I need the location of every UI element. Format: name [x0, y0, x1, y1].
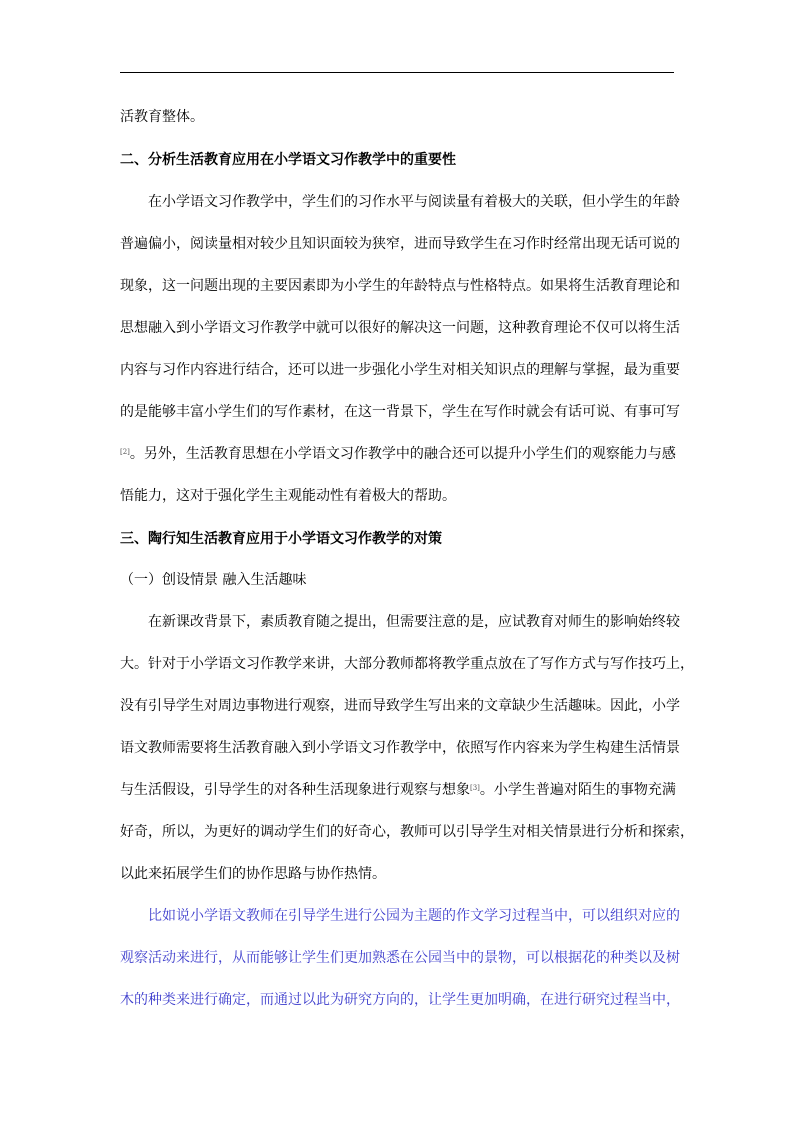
- paragraph-text: 与生活假设，引导学生的对各种生活现象进行观察与想象: [120, 782, 470, 798]
- paragraph-text: 。另外，生活教育思想在小学语文习作教学中的融合还可以提升小学生们的观察能力与感: [129, 446, 676, 462]
- paragraph-line: 普遍偏小，阅读量相对较少且知识面较为狭窄，进而导致学生在习作时经常出现无话可说的: [120, 236, 680, 252]
- paragraph-line: 现象，这一问题出现的主要因素即为小学生的年龄特点与性格特点。如果将生活教育理论和: [120, 278, 680, 294]
- continuation-text: 活教育整体。: [120, 109, 204, 125]
- section-heading-2: 二、分析生活教育应用在小学语文习作教学中的重要性: [120, 152, 456, 168]
- paragraph-line: 语文教师需要将生活教育融入到小学语文习作教学中，依照写作内容来为学生构建生活情景: [120, 740, 680, 756]
- paragraph-line: 好奇，所以，为更好的调动学生们的好奇心，教师可以引导学生对相关情景进行分析和探索，: [120, 824, 694, 840]
- section-heading-3: 三、陶行知生活教育应用于小学语文习作教学的对策: [120, 531, 442, 547]
- citation-2: [2]: [120, 448, 130, 456]
- paragraph-line: 在新课改背景下，素质教育随之提出，但需要注意的是，应试教育对师生的影响始终较: [148, 614, 680, 630]
- paragraph-line: 内容与习作内容进行结合，还可以进一步强化小学生对相关知识点的理解与掌握，最为重要: [120, 362, 680, 378]
- paragraph-line: 悟能力，这对于强化学生主观能动性有着极大的帮助。: [120, 488, 456, 504]
- paragraph-line-highlighted: 比如说小学语文教师在引导学生进行公园为主题的作文学习过程当中，可以组织对应的: [148, 908, 680, 924]
- subheading-1: （一）创设情景 融入生活趣味: [120, 572, 307, 588]
- paragraph-line: 大。针对于小学语文习作教学来讲，大部分教师都将教学重点放在了写作方式与写作技巧上，: [120, 656, 694, 672]
- paragraph-line: 思想融入到小学语文习作教学中就可以很好的解决这一问题，这种教育理论不仅可以将生活: [120, 320, 680, 336]
- paragraph-line: 没有引导学生对周边事物进行观察，进而导致学生写出来的文章缺少生活趣味。因此，小学: [120, 698, 680, 714]
- citation-3: [3]: [470, 784, 480, 792]
- paragraph-line-highlighted: 木的种类来进行确定，而通过以此为研究方向的，让学生更加明确，在进行研究过程当中，: [120, 992, 680, 1008]
- paragraph-text: 。小学生普遍对陌生的事物充满: [479, 782, 676, 798]
- paragraph-line: 的是能够丰富小学生们的写作素材，在这一背景下，学生在写作时就会有话可说、有事可写: [120, 404, 680, 420]
- paragraph-line: [120, 780, 674, 800]
- header-rule: [120, 72, 674, 73]
- paragraph-line: [120, 444, 674, 464]
- paragraph-line: 在小学语文习作教学中，学生们的习作水平与阅读量有着极大的关联，但小学生的年龄: [148, 194, 680, 210]
- paragraph-line: 以此来拓展学生们的协作思路与协作热情。: [120, 866, 386, 882]
- paragraph-line-highlighted: 观察活动来进行，从而能够让学生们更加熟悉在公园当中的景物，可以根据花的种类以及树: [120, 950, 680, 966]
